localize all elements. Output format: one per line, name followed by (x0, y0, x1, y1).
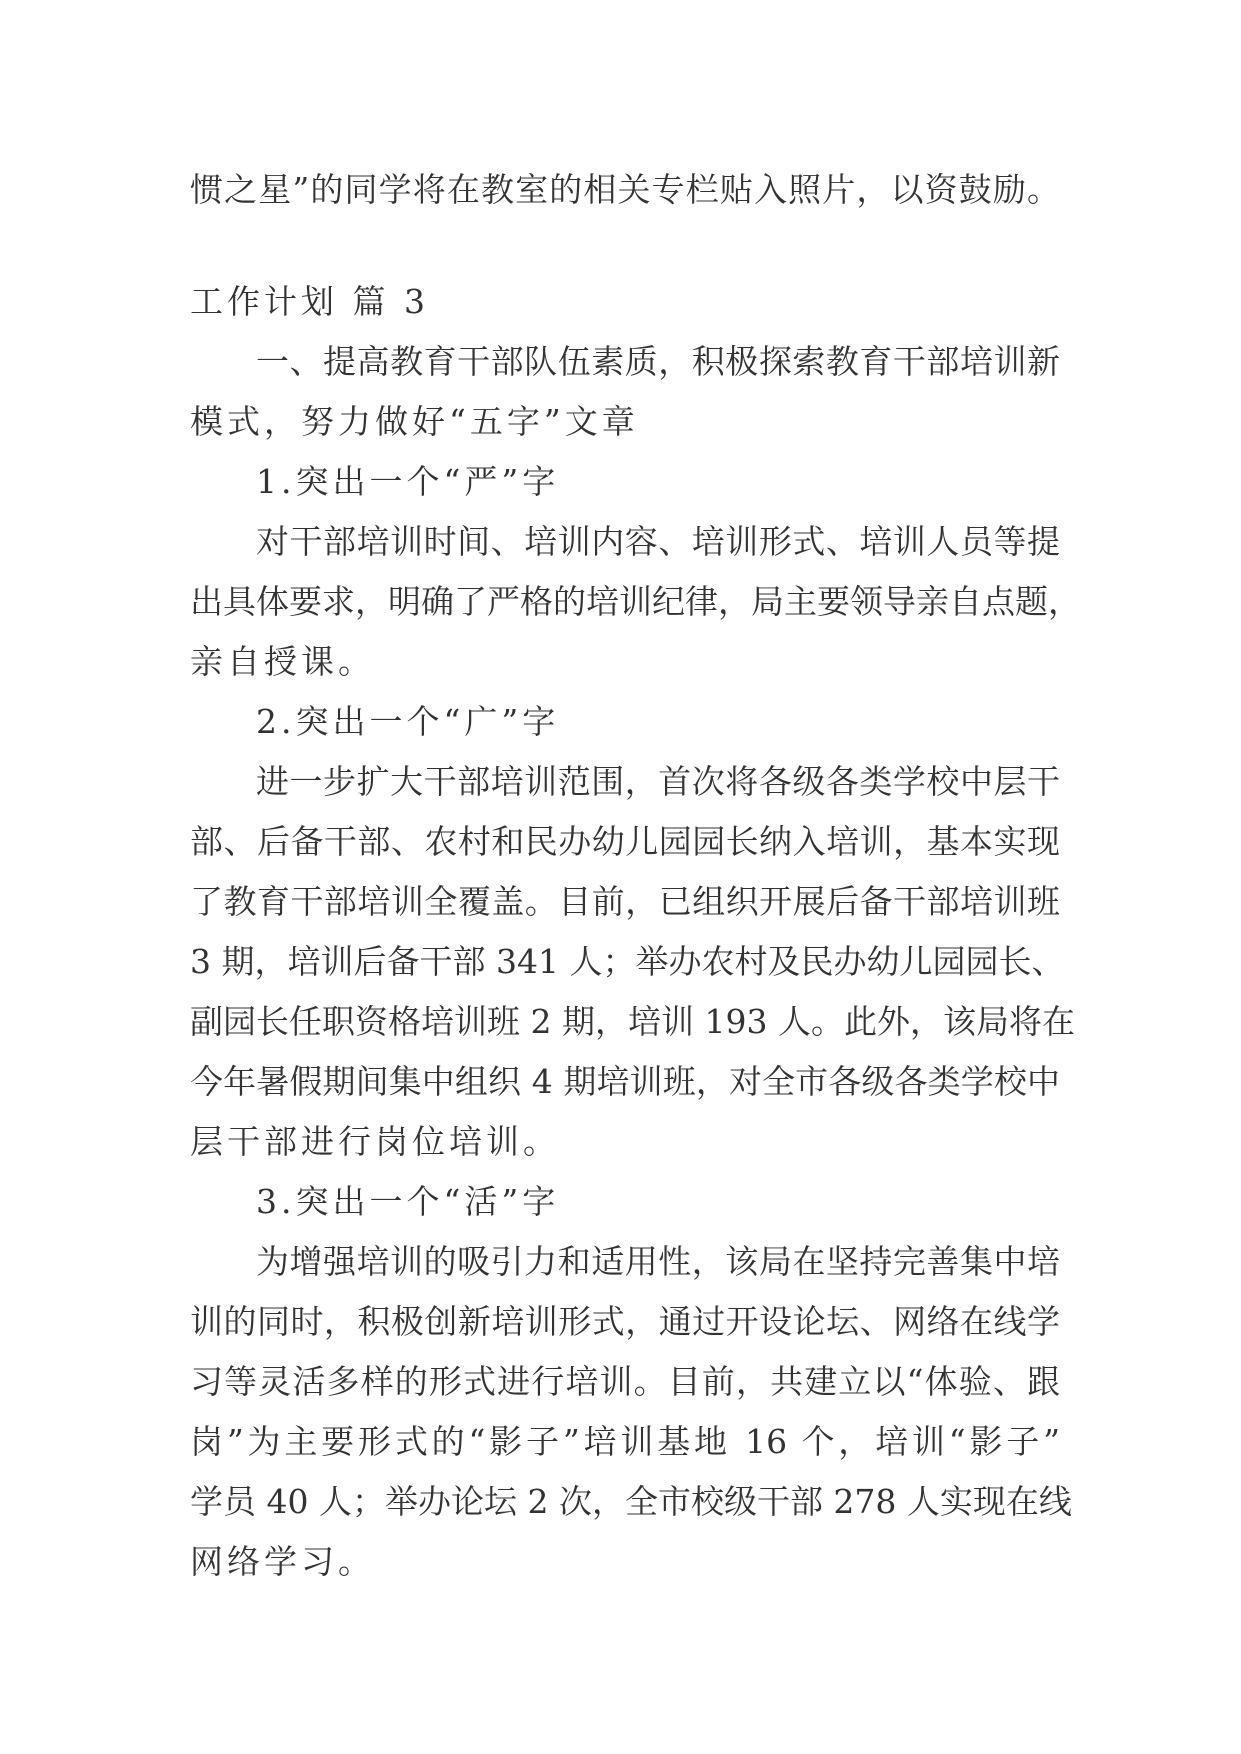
paragraph-line: 今年暑假期间集中组织 4 期培训班，对全市各级各类学校中 (190, 1062, 1060, 1101)
paragraph-line: 层干部进行岗位培训。 (190, 1122, 560, 1161)
paragraph-line: 对干部培训时间、培训内容、培训形式、培训人员等提 (256, 522, 1060, 561)
subheading-line: 2.突出一个“广”字 (256, 702, 560, 741)
paragraph-line: 岗”为主要形式的“影子”培训基地 16 个，培训“影子” (190, 1422, 1060, 1461)
document-content (190, 160, 1081, 1592)
paragraph-line: 副园长任职资格培训班 2 期，培训 193 人。此外，该局将在 (190, 1002, 1075, 1041)
paragraph-line: 学员 40 人；举办论坛 2 次，全市校级干部 278 人实现在线 (190, 1482, 1072, 1521)
paragraph-line: 部、后备干部、农村和民办幼儿园园长纳入培训，基本实现 (190, 822, 1060, 861)
heading-line: 一、提高教育干部队伍素质，积极探索教育干部培训新 (256, 342, 1060, 381)
paragraph-line: 亲自授课。 (190, 642, 375, 681)
paragraph-line: 惯之星”的同学将在教室的相关专栏贴入照片，以资鼓励。 (190, 170, 1060, 209)
subheading-line: 1.突出一个“严”字 (256, 462, 560, 501)
paragraph-line: 了教育干部培训全覆盖。目前，已组织开展后备干部培训班 (190, 882, 1060, 921)
section-title: 工作计划 篇 3 (190, 282, 429, 321)
paragraph-line: 习等灵活多样的形式进行培训。目前，共建立以“体验、跟 (190, 1362, 1060, 1401)
paragraph-line: 网络学习。 (190, 1542, 375, 1581)
subheading-line: 3.突出一个“活”字 (256, 1182, 560, 1221)
paragraph-line: 进一步扩大干部培训范围，首次将各级各类学校中层干 (256, 762, 1060, 801)
paragraph-line: 训的同时，积极创新培训形式，通过开设论坛、网络在线学 (190, 1302, 1060, 1341)
paragraph-line: 3 期，培训后备干部 341 人；举办农村及民办幼儿园园长、 (190, 942, 1065, 981)
paragraph-line: 为增强培训的吸引力和适用性，该局在坚持完善集中培 (256, 1242, 1060, 1281)
paragraph-line: 出具体要求，明确了严格的培训纪律，局主要领导亲自点题， (190, 582, 1081, 621)
heading-line: 模式，努力做好“五字”文章 (190, 402, 639, 441)
paragraph-gap (190, 220, 1060, 272)
